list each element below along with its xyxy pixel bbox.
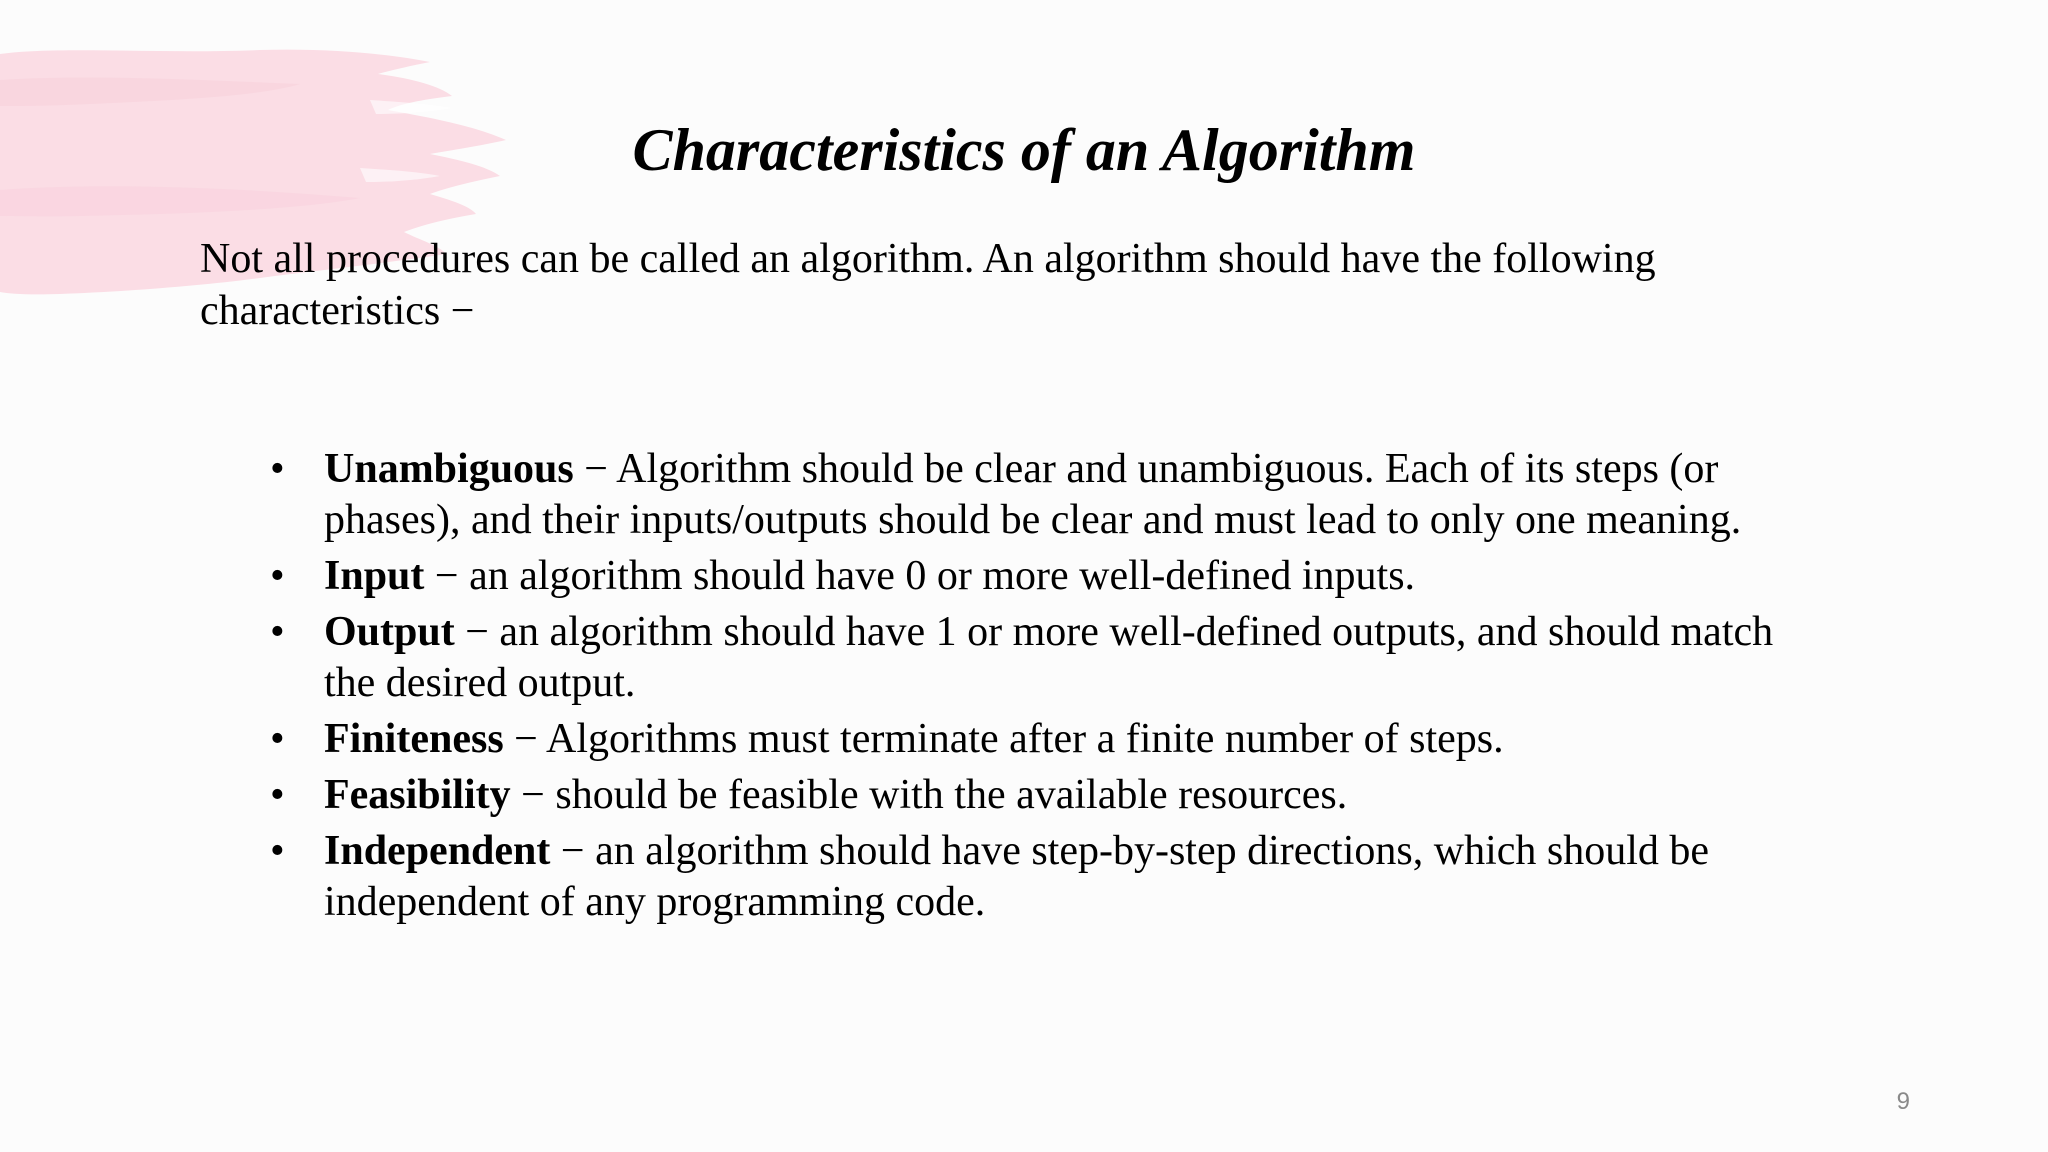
item-description: − an algorithm should have step-by-step directions, which should be independent of any programming code. <box>324 828 1710 925</box>
item-term: Input <box>324 553 425 599</box>
characteristics-list <box>270 444 1830 933</box>
item-description: − an algorithm should have 1 or more well-defined outputs, and should match the desired output. <box>324 609 1774 706</box>
slide-title: Characteristics of an Algorithm <box>632 117 1416 183</box>
bullet-icon: • <box>270 772 285 818</box>
item-description: − Algorithms must terminate after a finite number of steps. <box>503 716 1504 762</box>
item-description: − should be feasible with the available resources. <box>510 772 1348 818</box>
list-item <box>270 607 1830 709</box>
intro-paragraph: Not all procedures can be called an algorithm. An algorithm should have the following characteristics − <box>200 236 1656 334</box>
bullet-icon: • <box>270 716 285 762</box>
list-item <box>270 551 1830 602</box>
item-term: Unambiguous <box>324 446 574 492</box>
item-term: Independent <box>324 828 551 874</box>
item-term: Feasibility <box>324 772 511 818</box>
list-item <box>270 826 1830 928</box>
bullet-icon: • <box>270 828 285 874</box>
list-item <box>270 714 1830 765</box>
item-description: − Algorithm should be clear and unambiguous. Each of its steps (or phases), and their inputs/outputs should be clear and must lead to only one meaning. <box>324 446 1742 543</box>
item-description: − an algorithm should have 0 or more well-defined inputs. <box>424 553 1416 599</box>
bullet-icon: • <box>270 609 285 655</box>
page-number: 9 <box>1896 1088 1910 1115</box>
list-item <box>270 444 1830 546</box>
item-term: Output <box>324 609 455 655</box>
bullet-icon: • <box>270 553 285 599</box>
bullet-icon: • <box>270 446 285 492</box>
list-item <box>270 770 1830 821</box>
item-term: Finiteness <box>324 716 504 762</box>
